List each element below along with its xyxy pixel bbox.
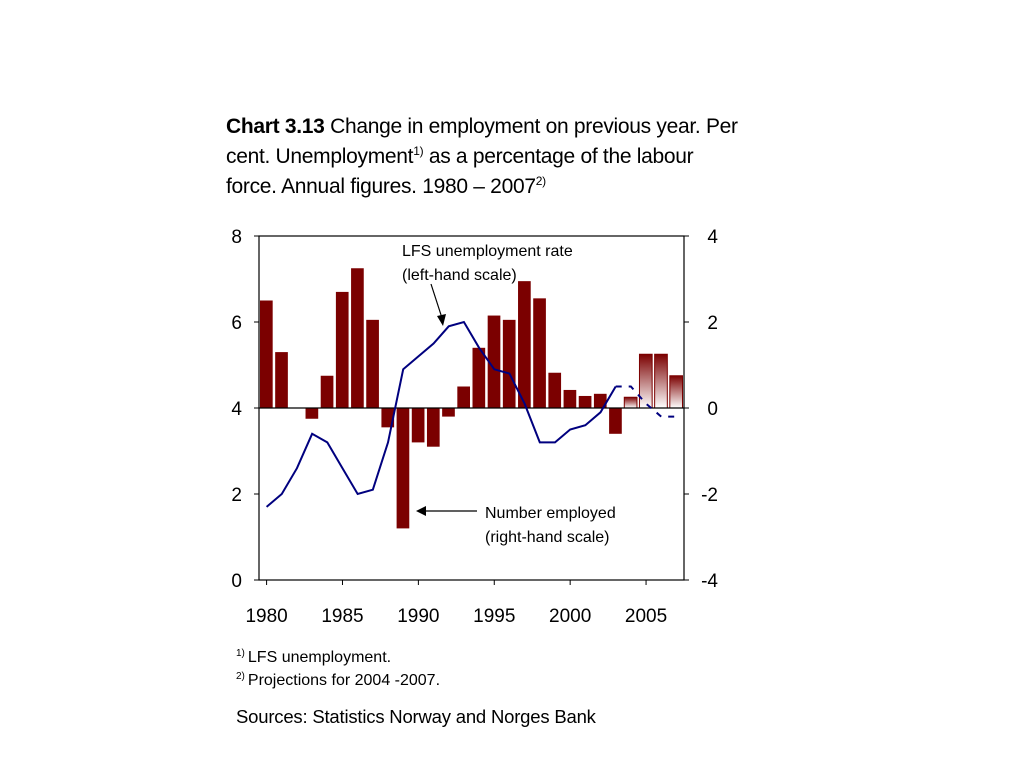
bar-1994 (473, 348, 486, 408)
bar-1991 (427, 408, 440, 447)
chart-number: Chart 3.13 (226, 115, 325, 138)
right-tick-label: 4 (707, 227, 718, 248)
bar-1985 (336, 292, 349, 408)
bar-2003 (609, 408, 622, 434)
x-tick-label: 2000 (549, 606, 592, 627)
line-annotation-2: (left-hand scale) (402, 267, 517, 284)
bar-1999 (548, 373, 561, 408)
bar-2001 (579, 396, 592, 408)
bar-1990 (412, 408, 425, 442)
sources-text: Sources: Statistics Norway and Norges Bank (236, 706, 596, 727)
left-tick-label: 6 (231, 313, 242, 334)
footnote-1-marker: 1) (236, 647, 245, 659)
footnote-2-text: Projections for 2004 -2007. (247, 672, 441, 689)
x-tick-label: 2005 (624, 606, 668, 627)
bar-1980 (260, 301, 273, 409)
bar-2005 (639, 354, 652, 408)
bar-2007 (670, 376, 683, 408)
title-footnote-1: 1) (413, 144, 424, 158)
bar-1981 (275, 352, 288, 408)
bar-annotation-2: (right-hand scale) (485, 529, 610, 546)
bar-1986 (351, 268, 364, 408)
footnote-1-text: LFS unemployment. (247, 649, 392, 666)
left-tick-label: 4 (231, 399, 242, 420)
right-tick-label: -4 (701, 571, 718, 592)
x-tick-label: 1980 (245, 606, 288, 627)
bar-1997 (518, 281, 531, 408)
right-tick-label: 0 (707, 399, 718, 420)
x-tick-label: 1995 (473, 606, 516, 627)
footnote-2-marker: 2) (236, 670, 245, 682)
bar-1993 (457, 387, 470, 409)
x-tick-label: 1985 (321, 606, 364, 627)
title-footnote-2: 2) (535, 174, 546, 188)
left-tick-label: 0 (231, 571, 242, 592)
bar-1989 (397, 408, 410, 528)
title-text-1: Change in employment on previous year. Per cent. Unemployment (226, 115, 738, 168)
right-tick-label: 2 (707, 313, 718, 334)
bar-2000 (564, 390, 577, 408)
bar-1987 (366, 320, 379, 408)
bar-annotation-arrowhead (416, 506, 426, 516)
bar-2006 (655, 354, 668, 408)
left-tick-label: 8 (231, 227, 242, 248)
right-tick-label: -2 (701, 485, 718, 506)
bar-1984 (321, 376, 334, 408)
bar-1983 (306, 408, 319, 419)
line-annotation-arrow (431, 284, 442, 318)
footnote-2 (236, 669, 440, 692)
bar-2004 (624, 397, 637, 408)
left-tick-label: 2 (231, 485, 242, 506)
footnotes (236, 646, 440, 692)
x-tick-label: 1990 (397, 606, 440, 627)
bar-1996 (503, 320, 516, 408)
unemployment-line (267, 322, 616, 507)
line-annotation-arrowhead (437, 314, 446, 326)
bar-1998 (533, 298, 546, 408)
footnote-1 (236, 646, 440, 669)
title-text-2: as a percentage of the labour force. Annual figures. 1980 – 2007 (226, 145, 694, 198)
bar-1992 (442, 408, 455, 417)
bar-annotation-1: Number employed (485, 505, 616, 522)
line-annotation-1: LFS unemployment rate (402, 243, 573, 260)
